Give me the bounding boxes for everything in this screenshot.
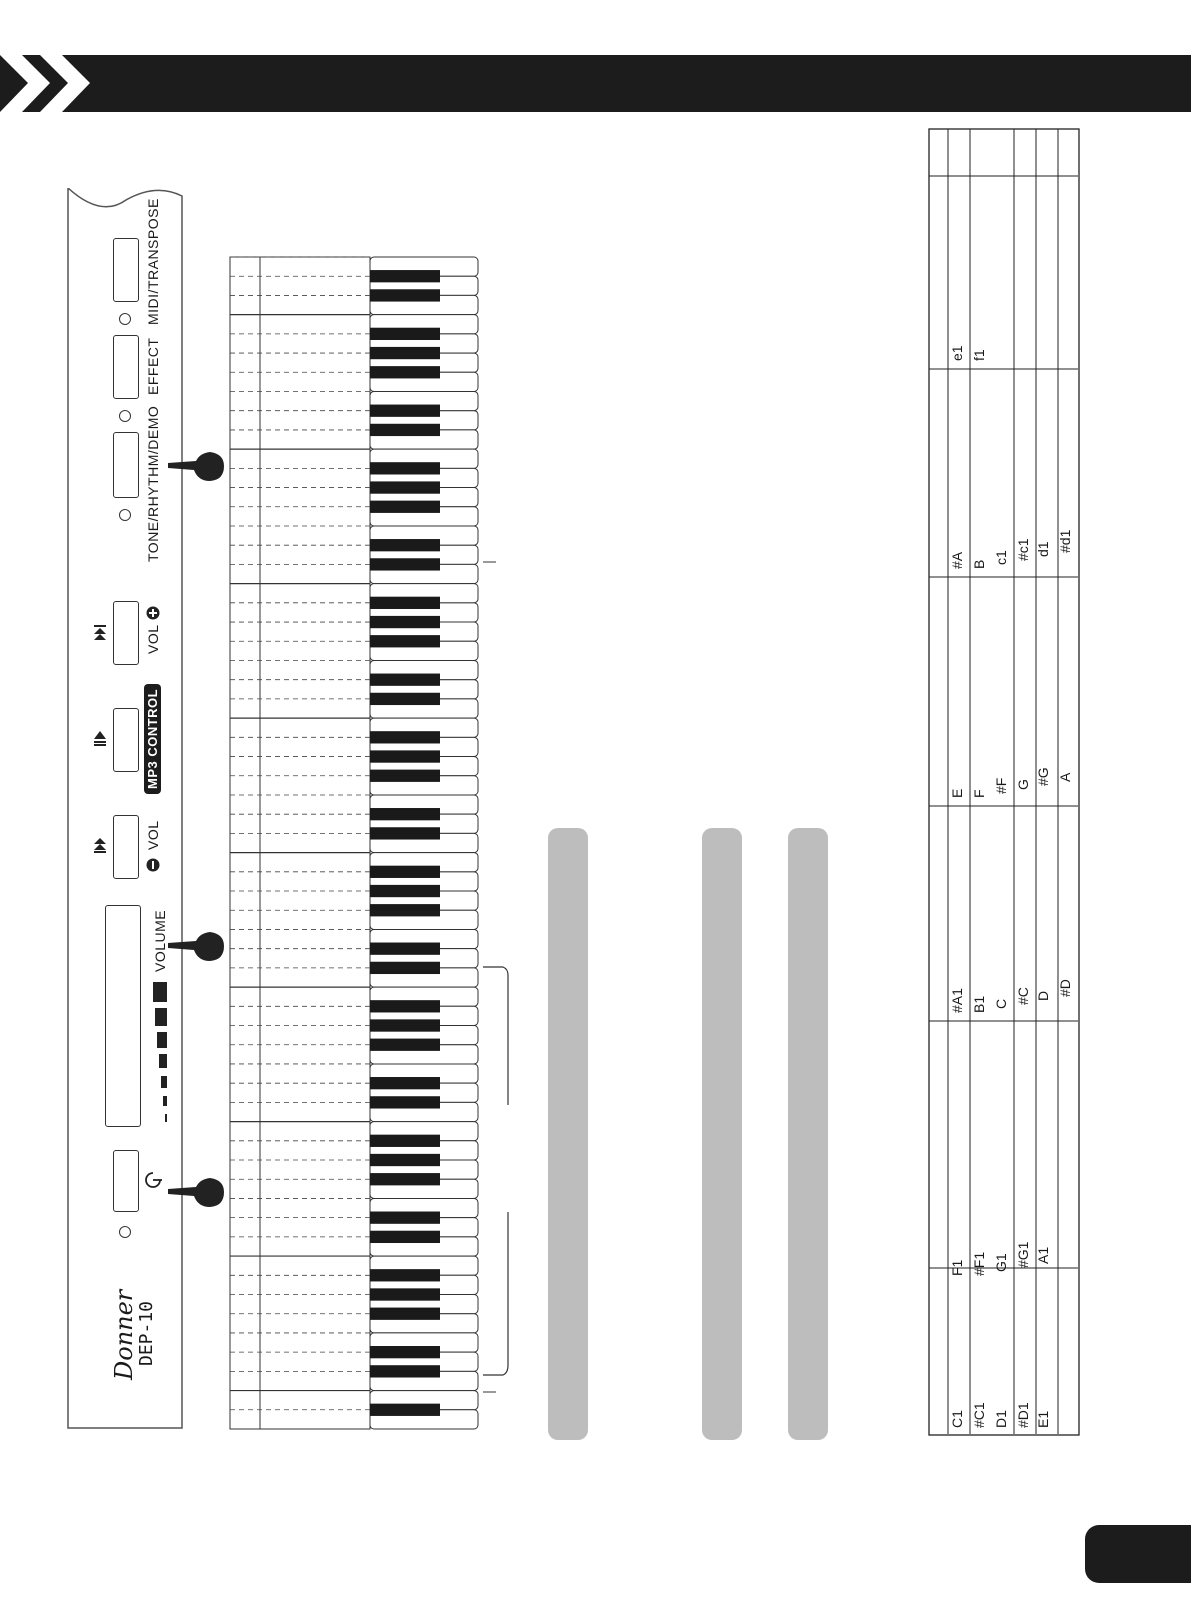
midi-transpose-label: MIDI/TRANSPOSE bbox=[145, 198, 161, 325]
pointing-hand-icon bbox=[166, 928, 226, 964]
note-label: #D bbox=[1057, 979, 1073, 997]
note-label: E bbox=[949, 788, 965, 798]
black-key bbox=[370, 501, 440, 513]
piano-keyboard bbox=[228, 255, 513, 1435]
black-key bbox=[370, 827, 440, 839]
black-key bbox=[370, 1019, 440, 1031]
prev-track-icon bbox=[94, 838, 106, 854]
power-icon bbox=[143, 1170, 163, 1190]
midi-transpose-button[interactable] bbox=[113, 238, 139, 302]
keyboard-column bbox=[230, 257, 260, 1429]
note-label: G1 bbox=[993, 1253, 1009, 1272]
mp3-control-label: MP3 CONTROL bbox=[144, 684, 161, 794]
header-bar bbox=[0, 55, 1191, 112]
power-button[interactable] bbox=[113, 1150, 139, 1212]
black-key bbox=[370, 1077, 440, 1089]
range-bracket bbox=[483, 1212, 508, 1375]
black-key bbox=[370, 1000, 440, 1012]
black-key bbox=[370, 328, 440, 340]
note-label: #G1 bbox=[1015, 1241, 1031, 1268]
note-label: d1 bbox=[1035, 541, 1051, 557]
note-label: F bbox=[971, 789, 987, 798]
black-key bbox=[370, 1365, 440, 1377]
note-label: #F bbox=[993, 777, 1009, 794]
note-label: F1 bbox=[949, 1259, 965, 1276]
black-key bbox=[370, 674, 440, 686]
black-key bbox=[370, 750, 440, 762]
black-key bbox=[370, 1135, 440, 1147]
note-label: #A1 bbox=[949, 988, 965, 1013]
volume-meter-icon bbox=[153, 982, 167, 1124]
note-label: A bbox=[1057, 772, 1073, 782]
note-label: f1 bbox=[971, 349, 987, 361]
grey-bar bbox=[788, 828, 828, 1440]
note-label: e1 bbox=[949, 345, 965, 361]
black-key bbox=[370, 904, 440, 916]
grey-bar bbox=[702, 828, 742, 1440]
black-key bbox=[370, 770, 440, 782]
note-label: #d1 bbox=[1057, 529, 1073, 553]
range-bracket bbox=[483, 967, 508, 1105]
black-key bbox=[370, 943, 440, 955]
pointing-hand-icon bbox=[166, 1174, 226, 1210]
black-key bbox=[370, 1308, 440, 1320]
plus-circle-icon bbox=[146, 606, 160, 620]
black-key bbox=[370, 635, 440, 647]
black-key bbox=[370, 270, 440, 282]
black-key bbox=[370, 558, 440, 570]
black-key bbox=[370, 962, 440, 974]
next-track-icon bbox=[94, 625, 106, 641]
keyboard-column bbox=[260, 257, 370, 1429]
vol-plus-label: VOL bbox=[145, 624, 161, 654]
tone-rhythm-demo-label: TONE/RHYTHM/DEMO bbox=[145, 405, 161, 562]
note-label: G bbox=[1015, 779, 1031, 790]
note-label: C1 bbox=[949, 1410, 965, 1428]
display-screen bbox=[105, 905, 141, 1127]
black-key bbox=[370, 1212, 440, 1224]
play-pause-icon bbox=[94, 731, 106, 747]
black-key bbox=[370, 1173, 440, 1185]
tone-led bbox=[119, 509, 131, 521]
play-pause-button[interactable] bbox=[113, 708, 139, 772]
model-name: DEP-10 bbox=[136, 1300, 157, 1366]
black-key bbox=[370, 1096, 440, 1108]
black-key bbox=[370, 1269, 440, 1281]
page-number-tab bbox=[1085, 1525, 1191, 1583]
black-key bbox=[370, 405, 440, 417]
note-label: #A bbox=[949, 551, 965, 569]
black-key bbox=[370, 731, 440, 743]
note-label: B bbox=[971, 559, 987, 569]
midi-led bbox=[119, 313, 131, 325]
minus-circle-icon bbox=[146, 858, 160, 872]
note-label: E1 bbox=[1035, 1410, 1051, 1428]
black-key bbox=[370, 597, 440, 609]
black-key bbox=[370, 866, 440, 878]
note-label: B1 bbox=[971, 995, 987, 1013]
note-label: #G bbox=[1035, 767, 1051, 786]
effect-led bbox=[119, 410, 131, 422]
brand-logo: Donner bbox=[110, 1289, 138, 1380]
black-key bbox=[370, 808, 440, 820]
note-label: C bbox=[993, 998, 1009, 1009]
effect-label: EFFECT bbox=[145, 337, 161, 395]
black-key bbox=[370, 616, 440, 628]
pointing-hand-icon bbox=[166, 448, 226, 484]
black-key bbox=[370, 1039, 440, 1051]
note-label: #C bbox=[1015, 987, 1031, 1005]
black-key bbox=[370, 1231, 440, 1243]
black-key bbox=[370, 1404, 440, 1416]
chevron-right-icon bbox=[0, 55, 110, 112]
note-label: #D1 bbox=[1015, 1402, 1031, 1428]
black-key bbox=[370, 481, 440, 493]
black-key bbox=[370, 1288, 440, 1300]
note-label: c1 bbox=[993, 550, 1009, 565]
black-key bbox=[370, 885, 440, 897]
note-label: #F1 bbox=[971, 1251, 987, 1276]
black-key bbox=[370, 1346, 440, 1358]
note-label: D bbox=[1035, 990, 1051, 1001]
black-key bbox=[370, 424, 440, 436]
note-label: D1 bbox=[993, 1410, 1009, 1428]
black-key bbox=[370, 347, 440, 359]
black-key bbox=[370, 693, 440, 705]
effect-button[interactable] bbox=[113, 335, 139, 399]
note-label: A1 bbox=[1035, 1246, 1051, 1264]
vol-minus-button[interactable] bbox=[113, 815, 139, 879]
vol-minus-label: VOL bbox=[145, 820, 161, 850]
black-key bbox=[370, 462, 440, 474]
black-key bbox=[370, 539, 440, 551]
note-label: #c1 bbox=[1015, 538, 1031, 561]
grey-bar bbox=[548, 828, 588, 1440]
tone-button[interactable] bbox=[113, 432, 139, 498]
black-key bbox=[370, 289, 440, 301]
power-led bbox=[119, 1226, 131, 1238]
black-key bbox=[370, 366, 440, 378]
note-label: #C1 bbox=[971, 1402, 987, 1428]
vol-plus-button[interactable] bbox=[113, 601, 139, 665]
black-key bbox=[370, 1154, 440, 1166]
volume-label: VOLUME bbox=[152, 909, 168, 972]
